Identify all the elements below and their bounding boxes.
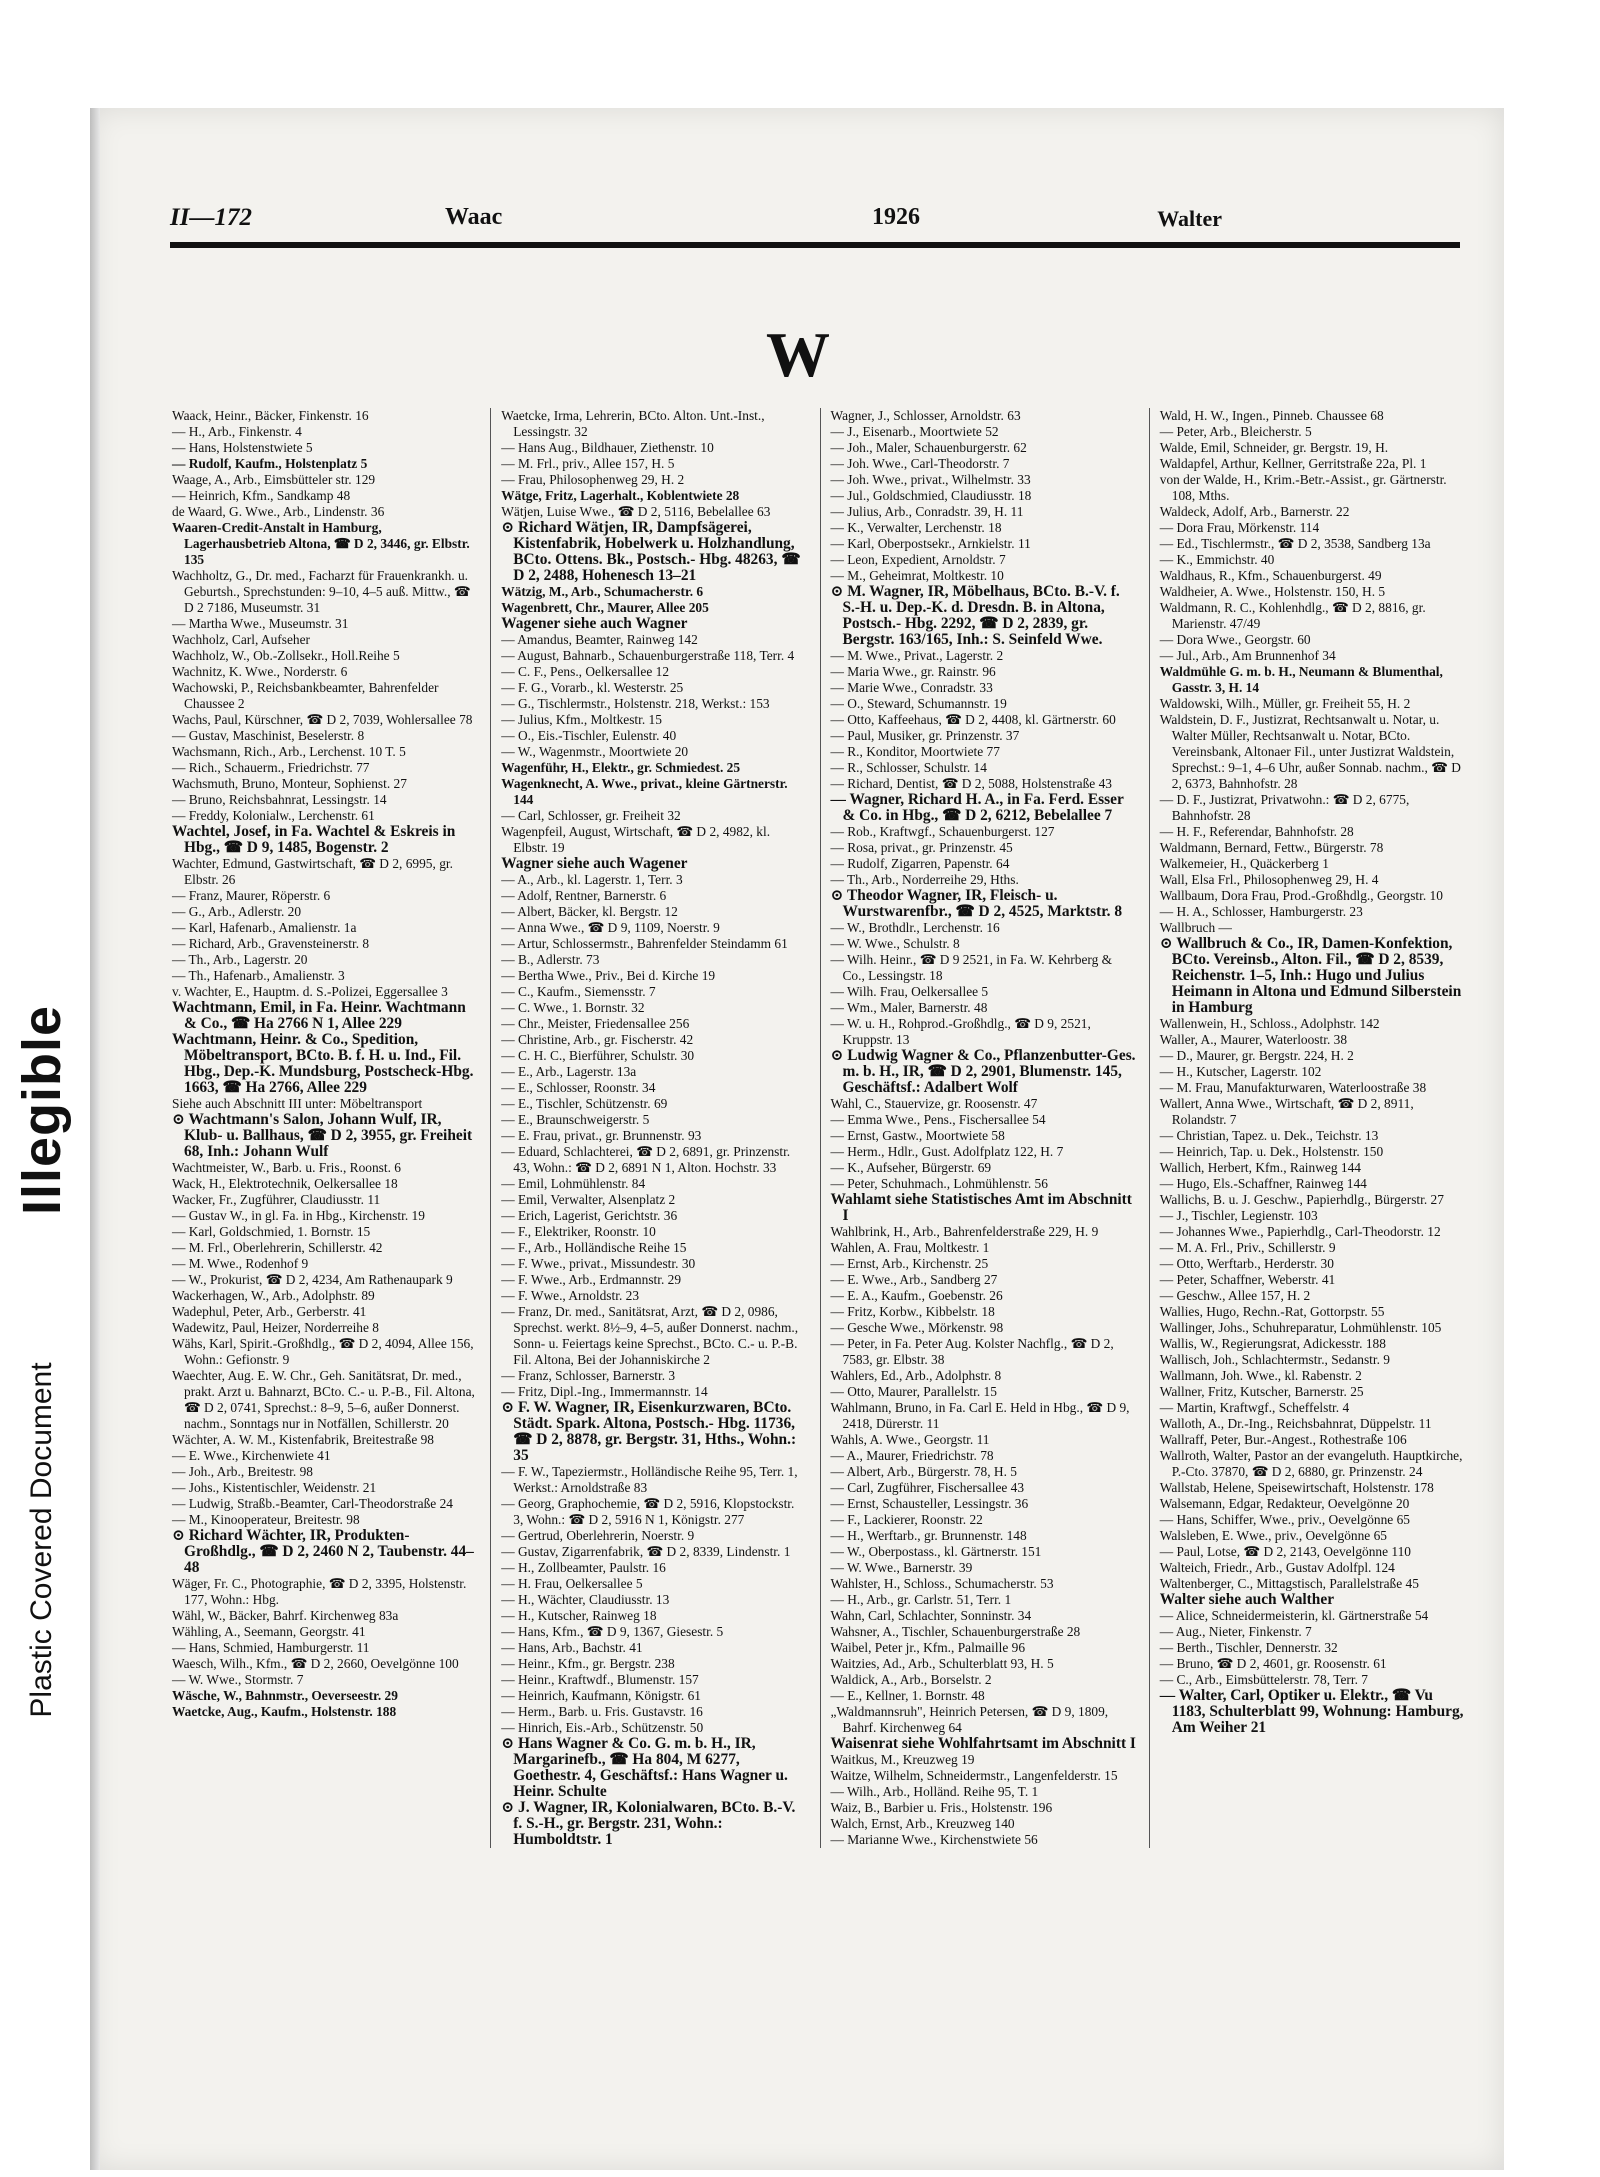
directory-entry: — Martha Wwe., Museumstr. 31 bbox=[172, 616, 349, 631]
directory-entry: — Richard, Arb., Gravensteinerstr. 8 bbox=[172, 936, 370, 951]
directory-entry: Waldheier, A. Wwe., Holstenstr. 150, H. 5 bbox=[1159, 584, 1386, 599]
directory-entry: Wätge, Fritz, Lagerhalt., Koblentwiete 28 bbox=[501, 488, 740, 503]
directory-entry: de Waard, G. Wwe., Arb., Lindenstr. 36 bbox=[172, 504, 385, 519]
column-2 bbox=[490, 408, 807, 1848]
directory-entry: — A., Arb., kl. Lagerstr. 1, Terr. 3 bbox=[501, 872, 683, 887]
directory-entry: — Julius, Kfm., Moltkestr. 15 bbox=[501, 712, 662, 727]
directory-entry: Wachholtz, G., Dr. med., Facharzt für Frauenkrankh. u. Geburtsh., Sprechstunden: 9–10, 4–5 auß. Mittw., ☎ D 2 7186, Museumstr. 31 bbox=[172, 568, 471, 615]
directory-entry: Waldick, A., Arb., Borselstr. 2 bbox=[830, 1672, 992, 1687]
directory-entry: Waibel, Peter jr., Kfm., Palmaille 96 bbox=[830, 1640, 1026, 1655]
directory-entry: Wähl, W., Bäcker, Bahrf. Kirchenweg 83a bbox=[172, 1608, 399, 1623]
directory-entry: ⊙ Wachtmann's Salon, Johann Wulf, IR, Klub- u. Ballhaus, ☎ D 2, 3955, gr. Freiheit 68, Inh.: Johann Wulf bbox=[172, 1111, 473, 1160]
directory-entry: — Albert, Bäcker, kl. Bergstr. 12 bbox=[501, 904, 678, 919]
directory-entry: — Herm., Hdlr., Gust. Adolfplatz 122, H. 7 bbox=[830, 1144, 1064, 1159]
directory-entry: — K., Aufseher, Bürgerstr. 69 bbox=[830, 1160, 992, 1175]
directory-entry: Wachsmuth, Bruno, Monteur, Sophienst. 27 bbox=[172, 776, 407, 791]
directory-entry: Walch, Ernst, Arb., Kreuzweg 140 bbox=[830, 1816, 1015, 1831]
directory-entry: — Rob., Kraftwgf., Schauenburgerst. 127 bbox=[830, 824, 1055, 839]
directory-entry: Wätjen, Luise Wwe., ☎ D 2, 5116, Bebelallee 63 bbox=[501, 504, 771, 519]
directory-entry: Walloth, A., Dr.-Ing., Reichsbahnrat, Düppelstr. 11 bbox=[1159, 1416, 1432, 1431]
directory-entry: — J., Eisenarb., Moortwiete 52 bbox=[830, 424, 999, 439]
directory-entry: — Ernst, Gastw., Moortwiete 58 bbox=[830, 1128, 1005, 1143]
directory-entry: Waldapfel, Arthur, Kellner, Gerritstraße 22a, Pl. 1 bbox=[1159, 456, 1427, 471]
directory-entry: — Leon, Expedient, Arnoldstr. 7 bbox=[830, 552, 1006, 567]
directory-entry: ⊙ Theodor Wagner, IR, Fleisch- u. Wurstwarenfbr., ☎ D 2, 4525, Marktstr. 8 bbox=[830, 887, 1123, 920]
directory-entry: — Fritz, Dipl.-Ing., Immermannstr. 14 bbox=[501, 1384, 708, 1399]
directory-entry: — B., Adlerstr. 73 bbox=[501, 952, 600, 967]
directory-entry: — K., Emmichstr. 40 bbox=[1159, 552, 1275, 567]
directory-entry: — C. Wwe., 1. Bornstr. 32 bbox=[501, 1000, 645, 1015]
directory-entry: — W., Prokurist, ☎ D 2, 4234, Am Rathenaupark 9 bbox=[172, 1272, 453, 1287]
directory-entry: — Otto, Werftarb., Herderstr. 30 bbox=[1159, 1256, 1334, 1271]
directory-entry: Wahlamt siehe Statistisches Amt im Abschnitt I bbox=[830, 1191, 1132, 1224]
directory-entry: — H. Frau, Oelkersallee 5 bbox=[501, 1576, 643, 1591]
directory-entry: — Gertrud, Oberlehrerin, Noerstr. 9 bbox=[501, 1528, 695, 1543]
directory-entry: ⊙ Richard Wächter, IR, Produkten-Großhdlg., ☎ D 2, 2460 N 2, Taubenstr. 44–48 bbox=[172, 1527, 474, 1576]
directory-entry: — W. u. H., Rohprod.-Großhdlg., ☎ D 9, 2521, Kruppstr. 13 bbox=[830, 1016, 1091, 1047]
directory-entry: — Rich., Schauerm., Friedrichstr. 77 bbox=[172, 760, 370, 775]
directory-entry: Wallenwein, H., Schloss., Adolphstr. 142 bbox=[1159, 1016, 1380, 1031]
directory-entry: — C., Kaufm., Siemensstr. 7 bbox=[501, 984, 656, 999]
directory-entry: Waitkus, M., Kreuzweg 19 bbox=[830, 1752, 975, 1767]
directory-entry: — Joh. Wwe., privat., Wilhelmstr. 33 bbox=[830, 472, 1031, 487]
directory-entry: Wallmann, Joh. Wwe., kl. Rabenstr. 2 bbox=[1159, 1368, 1362, 1383]
directory-entry: ⊙ M. Wagner, IR, Möbelhaus, BCto. B.-V. f. S.-H. u. Dep.-K. d. Dresdn. B. in Altona, Postsch.- Hbg. 2292, ☎ D 2, 2839, gr. Bergstr. 163/165, Inh.: S. Seinfeld Wwe. bbox=[830, 583, 1120, 648]
directory-entry: Wack, H., Elektrotechnik, Oelkersallee 18 bbox=[172, 1176, 398, 1191]
directory-entry: — A., Maurer, Friedrichstr. 78 bbox=[830, 1448, 994, 1463]
directory-entry: — Berth., Tischler, Dennerstr. 32 bbox=[1159, 1640, 1338, 1655]
directory-entry: — Rosa, privat., gr. Prinzenstr. 45 bbox=[830, 840, 1013, 855]
directory-entry: — Rudolf, Kaufm., Holstenplatz 5 bbox=[172, 456, 368, 471]
directory-entry: Waisenrat siehe Wohlfahrtsamt im Abschnitt I bbox=[830, 1735, 1136, 1752]
directory-entry: — O., Eis.-Tischler, Eulenstr. 40 bbox=[501, 728, 677, 743]
directory-entry: ⊙ Ludwig Wagner & Co., Pflanzenbutter-Ges. m. b. H., IR, ☎ D 2, 2901, Blumenstr. 145, Geschäftsf.: Adalbert Wolf bbox=[830, 1047, 1136, 1096]
directory-entry: Wagner siehe auch Wagener bbox=[501, 855, 688, 872]
directory-entry: — Christine, Arb., gr. Fischerstr. 42 bbox=[501, 1032, 694, 1047]
directory-entry: — Johannes Wwe., Papierhdlg., Carl-Theodorstr. 12 bbox=[1159, 1224, 1441, 1239]
directory-entry: — Dora Wwe., Georgstr. 60 bbox=[1159, 632, 1311, 647]
directory-entry: — Wilh. Frau, Oelkersallee 5 bbox=[830, 984, 989, 999]
directory-entry: Wahl, C., Stauervize, gr. Roosenstr. 47 bbox=[830, 1096, 1038, 1111]
directory-entry: Waltenberger, C., Mittagstisch, Parallelstraße 45 bbox=[1159, 1576, 1419, 1591]
directory-entry: — R., Konditor, Moortwiete 77 bbox=[830, 744, 1000, 759]
directory-entry: Wallis, W., Regierungsrat, Adickesstr. 188 bbox=[1159, 1336, 1386, 1351]
directory-entry: — H., Werftarb., gr. Brunnenstr. 148 bbox=[830, 1528, 1027, 1543]
directory-entry: Wallstab, Helene, Speisewirtschaft, Holstenstr. 178 bbox=[1159, 1480, 1434, 1495]
directory-entry: — E., Arb., Lagerstr. 13a bbox=[501, 1064, 637, 1079]
directory-entry: Waldmann, R. C., Kohlenhdlg., ☎ D 2, 8816, gr. Marienstr. 47/49 bbox=[1159, 600, 1426, 631]
directory-entry: — E. Wwe., Arb., Sandberg 27 bbox=[830, 1272, 998, 1287]
directory-entry: Wagener siehe auch Wagner bbox=[501, 615, 688, 632]
directory-entry: Waesch, Wilh., Kfm., ☎ D 2, 2660, Oevelgönne 100 bbox=[172, 1656, 459, 1671]
directory-entry: — Joh., Arb., Breitestr. 98 bbox=[172, 1464, 313, 1479]
directory-entry: — C. F., Pens., Oelkersallee 12 bbox=[501, 664, 670, 679]
illegible-label: Illegible bbox=[12, 1004, 72, 1216]
header-rule bbox=[170, 242, 1460, 248]
directory-entry: Walteich, Friedr., Arb., Gustav Adolfpl. 124 bbox=[1159, 1560, 1395, 1575]
directory-entry: — Jul., Goldschmied, Claudiusstr. 18 bbox=[830, 488, 1032, 503]
directory-entry: Wallroth, Walter, Pastor an der evangeluth. Hauptkirche, P.-Cto. 37870, ☎ D 2, 6880, gr. Prinzenstr. 24 bbox=[1159, 1448, 1463, 1479]
directory-entry: Wallichs, B. u. J. Geschw., Papierhdlg., Bürgerstr. 27 bbox=[1159, 1192, 1444, 1207]
directory-entry: Walde, Emil, Schneider, gr. Bergstr. 19, H. bbox=[1159, 440, 1389, 455]
directory-entry: — Franz, Schlosser, Barnerstr. 3 bbox=[501, 1368, 676, 1383]
directory-entry: — K., Verwalter, Lerchenstr. 18 bbox=[830, 520, 1002, 535]
directory-entry: — Hans, Kfm., ☎ D 9, 1367, Giesestr. 5 bbox=[501, 1624, 724, 1639]
directory-entry: — Artur, Schlossermstr., Bahrenfelder Steindamm 61 bbox=[501, 936, 788, 951]
directory-entry: Wachtmeister, W., Barb. u. Fris., Roonst. 6 bbox=[172, 1160, 401, 1175]
directory-entry: — Peter, Schuhmach., Lohmühlenstr. 56 bbox=[830, 1176, 1048, 1191]
directory-entry: Wallinger, Johs., Schuhreparatur, Lohmühlenstr. 105 bbox=[1159, 1320, 1442, 1335]
directory-entry: Waitzies, Ad., Arb., Schulterblatt 93, H. 5 bbox=[830, 1656, 1054, 1671]
directory-entry: — M., Kinooperateur, Breitestr. 98 bbox=[172, 1512, 360, 1527]
plastic-covered-label: Plastic Covered Document bbox=[25, 1362, 58, 1718]
directory-entry: — D. F., Justizrat, Privatwohn.: ☎ D 2, 6775, Bahnhofstr. 28 bbox=[1159, 792, 1410, 823]
directory-entry: — Rudolf, Zigarren, Papenstr. 64 bbox=[830, 856, 1010, 871]
directory-entry: — Franz, Maurer, Röperstr. 6 bbox=[172, 888, 331, 903]
directory-entry: — Ed., Tischlermstr., ☎ D 2, 3538, Sandberg 13a bbox=[1159, 536, 1431, 551]
directory-entry: Waldmann, Bernard, Fettw., Bürgerstr. 78 bbox=[1159, 840, 1384, 855]
directory-entry: — C. H. C., Bierführer, Schulstr. 30 bbox=[501, 1048, 695, 1063]
directory-entry: Wadewitz, Paul, Heizer, Norderreihe 8 bbox=[172, 1320, 379, 1335]
directory-entry: — F. Wwe., Arb., Erdmannstr. 29 bbox=[501, 1272, 682, 1287]
directory-entry: Waldhaus, R., Kfm., Schauenburgerst. 49 bbox=[1159, 568, 1382, 583]
directory-entry: Wahlers, Ed., Arb., Adolphstr. 8 bbox=[830, 1368, 1002, 1383]
directory-entry: Walsleben, E. Wwe., priv., Oevelgönne 65 bbox=[1159, 1528, 1387, 1543]
directory-entry: — Erich, Lagerist, Gerichtstr. 36 bbox=[501, 1208, 678, 1223]
directory-entry: Wahlmann, Bruno, in Fa. Carl E. Held in Hbg., ☎ D 9, 2418, Dürerstr. 11 bbox=[830, 1400, 1130, 1431]
directory-entry: Wäsche, W., Bahnmstr., Oeverseestr. 29 bbox=[172, 1688, 398, 1703]
directory-entry: Waack, Heinr., Bäcker, Finkenstr. 16 bbox=[172, 408, 369, 423]
directory-entry: — Joh., Maler, Schauenburgerstr. 62 bbox=[830, 440, 1027, 455]
directory-entry: — F., Lackierer, Roonstr. 22 bbox=[830, 1512, 983, 1527]
last-keyword: Walter bbox=[1157, 206, 1222, 231]
directory-entry: — Dora Frau, Mörkenstr. 114 bbox=[1159, 520, 1320, 535]
directory-entry: — Julius, Arb., Conradstr. 39, H. 11 bbox=[830, 504, 1024, 519]
directory-entry: — O., Steward, Schumannstr. 19 bbox=[830, 696, 1007, 711]
directory-entry: — H. F., Referendar, Bahnhofstr. 28 bbox=[1159, 824, 1354, 839]
directory-entry: — Paul, Musiker, gr. Prinzenstr. 37 bbox=[830, 728, 1020, 743]
directory-entry: Wätzig, M., Arb., Schumacherstr. 6 bbox=[501, 584, 704, 599]
directory-entry: — H. A., Schlosser, Hamburgerstr. 23 bbox=[1159, 904, 1363, 919]
directory-entry: Walkemeier, H., Quäckerberg 1 bbox=[1159, 856, 1329, 871]
directory-entry: Waiz, B., Barbier u. Fris., Holstenstr. 196 bbox=[830, 1800, 1053, 1815]
directory-entry: Wallraff, Peter, Bur.-Angest., Rothestraße 106 bbox=[1159, 1432, 1407, 1447]
directory-entry: — Karl, Goldschmied, 1. Bornstr. 15 bbox=[172, 1224, 371, 1239]
directory-entry: — F. G., Vorarb., kl. Westerstr. 25 bbox=[501, 680, 684, 695]
directory-entry: — D., Maurer, gr. Bergstr. 224, H. 2 bbox=[1159, 1048, 1354, 1063]
directory-entry: — W. Wwe., Barnerstr. 39 bbox=[830, 1560, 973, 1575]
directory-entry: — F., Arb., Holländische Reihe 15 bbox=[501, 1240, 687, 1255]
directory-entry: Waldeck, Adolf, Arb., Barnerstr. 22 bbox=[1159, 504, 1350, 519]
column-4 bbox=[1149, 408, 1466, 1848]
directory-entry: — Jul., Arb., Am Brunnenhof 34 bbox=[1159, 648, 1336, 663]
directory-entry: — W. Wwe., Schulstr. 8 bbox=[830, 936, 960, 951]
directory-entry: Wachtmann, Emil, in Fa. Heinr. Wachtmann & Co., ☎ Ha 2766 N 1, Allee 229 bbox=[172, 999, 466, 1032]
directory-entry: Waldowski, Wilh., Müller, gr. Freiheit 55, H. 2 bbox=[1159, 696, 1411, 711]
directory-entry: — M. Wwe., Privat., Lagerstr. 2 bbox=[830, 648, 1004, 663]
directory-entry: Wähs, Karl, Spirit.-Großhdlg., ☎ D 2, 4094, Allee 156, Wohn.: Gefionstr. 9 bbox=[172, 1336, 474, 1367]
directory-entry: Wallner, Fritz, Kutscher, Barnerstr. 25 bbox=[1159, 1384, 1364, 1399]
directory-entry: — F. W., Tapeziermstr., Holländische Reihe 95, Terr. 1, Werkst.: Arnoldstraße 83 bbox=[501, 1464, 798, 1495]
column-1 bbox=[172, 408, 478, 1848]
overlay-sidebar bbox=[0, 0, 84, 2177]
directory-entry: von der Walde, H., Krim.-Betr.-Assist., gr. Gärtnerstr. 108, Mths. bbox=[1159, 472, 1447, 503]
directory-entry: — Bertha Wwe., Priv., Bei d. Kirche 19 bbox=[501, 968, 716, 983]
directory-entry: — Gustav, Zigarrenfabrik, ☎ D 2, 8339, Lindenstr. 1 bbox=[501, 1544, 791, 1559]
directory-entry: — Wagner, Richard H. A., in Fa. Ferd. Esser & Co. in Hbg., ☎ D 2, 6212, Bebelallee 7 bbox=[830, 791, 1124, 824]
directory-entry: — H., Kutscher, Rainweg 18 bbox=[501, 1608, 657, 1623]
directory-entry: Wagenknecht, A. Wwe., privat., kleine Gärtnerstr. 144 bbox=[501, 776, 788, 807]
directory-entry: — E., Braunschweigerstr. 5 bbox=[501, 1112, 650, 1127]
directory-entry: — Otto, Maurer, Parallelstr. 15 bbox=[830, 1384, 997, 1399]
directory-entry: — M. Wwe., Rodenhof 9 bbox=[172, 1256, 309, 1271]
directory-entry: — Heinr., Kraftwdf., Blumenstr. 157 bbox=[501, 1672, 699, 1687]
directory-entry: — Herm., Barb. u. Fris. Gustavstr. 16 bbox=[501, 1704, 703, 1719]
directory-entry: — Gesche Wwe., Mörkenstr. 98 bbox=[830, 1320, 1004, 1335]
directory-entry: Wachsmann, Rich., Arb., Lerchenst. 10 T. 5 bbox=[172, 744, 406, 759]
directory-entry: Wachholz, W., Ob.-Zollsekr., Holl.Reihe 5 bbox=[172, 648, 400, 663]
directory-entry: — Emil, Lohmühlenstr. 84 bbox=[501, 1176, 646, 1191]
directory-entry: — E. A., Kaufm., Goebenstr. 26 bbox=[830, 1288, 1003, 1303]
directory-entry: — H., Wächter, Claudiusstr. 13 bbox=[501, 1592, 670, 1607]
directory-entry: — F., Elektriker, Roonstr. 10 bbox=[501, 1224, 656, 1239]
directory-entry: — Richard, Dentist, ☎ D 2, 5088, Holstenstraße 43 bbox=[830, 776, 1112, 791]
directory-entry: — M., Geheimrat, Moltkestr. 10 bbox=[830, 568, 1004, 583]
directory-entry: — Gustav W., in gl. Fa. in Hbg., Kirchenstr. 19 bbox=[172, 1208, 425, 1223]
directory-entry: — Ernst, Arb., Kirchenstr. 25 bbox=[830, 1256, 989, 1271]
directory-entry: — Freddy, Kolonialw., Lerchenstr. 61 bbox=[172, 808, 375, 823]
directory-entry: Wallisch, Joh., Schlachtermstr., Sedanstr. 9 bbox=[1159, 1352, 1390, 1367]
directory-entry: — Amandus, Beamter, Rainweg 142 bbox=[501, 632, 698, 647]
directory-entry: Wallbaum, Dora Frau, Prod.-Großhdlg., Georgstr. 10 bbox=[1159, 888, 1443, 903]
first-keyword: Waac bbox=[445, 204, 503, 230]
directory-entry: — Anna Wwe., ☎ D 9, 1109, Noerstr. 9 bbox=[501, 920, 720, 935]
directory-entry: — W., Brothdlr., Lerchenstr. 16 bbox=[830, 920, 1000, 935]
directory-entry: Walsemann, Edgar, Redakteur, Oevelgönne 20 bbox=[1159, 1496, 1410, 1511]
directory-entry: — Geschw., Allee 157, H. 2 bbox=[1159, 1288, 1311, 1303]
directory-entry: Waechter, Aug. E. W. Chr., Geh. Sanitätsrat, Dr. med., prakt. Arzt u. Bahnarzt, BCto. C.- u. P.-B., Fil. Altona, ☎ D 2, 0741, Sprechst.: 8–9, 5–6, außer Donnerst. nachm., Sonntags nur in Notfällen, Schillerstr. 20 bbox=[172, 1368, 475, 1431]
page-header bbox=[170, 204, 1444, 238]
directory-entry: Waetcke, Aug., Kaufm., Holstenstr. 188 bbox=[172, 1704, 397, 1719]
directory-entry: — Karl, Hafenarb., Amalienstr. 1a bbox=[172, 920, 357, 935]
directory-entry: — Paul, Lotse, ☎ D 2, 2143, Oevelgönne 110 bbox=[1159, 1544, 1411, 1559]
directory-entry: — Heinrich, Kfm., Sandkamp 48 bbox=[172, 488, 351, 503]
directory-entry: — Peter, in Fa. Peter Aug. Kolster Nachflg., ☎ D 2, 7583, gr. Elbstr. 38 bbox=[830, 1336, 1114, 1367]
year: 1926 bbox=[872, 204, 920, 230]
columns bbox=[172, 408, 1466, 1848]
column-3 bbox=[820, 408, 1137, 1848]
directory-entry: Wachholz, Carl, Aufseher bbox=[172, 632, 310, 647]
directory-entry: — F. Wwe., privat., Missundestr. 30 bbox=[501, 1256, 696, 1271]
directory-entry: ⊙ Richard Wätjen, IR, Dampfsägerei, Kistenfabrik, Hobelwerk u. Holzhandlung, BCto. Ottens. Bk., Postsch.- Hbg. 48263, ☎ D 2, 2488, Hohenesch 13–21 bbox=[501, 519, 801, 584]
directory-entry: — Marianne Wwe., Kirchenstwiete 56 bbox=[830, 1832, 1038, 1847]
directory-entry: — M. Frl., Oberlehrerin, Schillerstr. 42 bbox=[172, 1240, 383, 1255]
directory-entry: Wachowski, P., Reichsbankbeamter, Bahrenfelder Chaussee 2 bbox=[172, 680, 439, 711]
directory-entry: Wallbruch — bbox=[1159, 920, 1232, 935]
directory-entry: — Alice, Schneidermeisterin, kl. Gärtnerstraße 54 bbox=[1159, 1608, 1429, 1623]
directory-entry: — M. Frl., priv., Allee 157, H. 5 bbox=[501, 456, 675, 471]
page-number: II—172 bbox=[170, 204, 252, 231]
directory-entry: — Hans, Holstenstwiete 5 bbox=[172, 440, 313, 455]
directory-entry: Waldstein, D. F., Justizrat, Rechtsanwalt u. Notar, u. Walter Müller, Rechtsanwalt u. Notar, BCto. Vereinsbank, Altonaer Fil., unter Justizrat Waldstein, Sprechst.: 9–1, 4–6 Uhr, außer Sonnab. nachm., ☎ D 2, 6373, Bahnhofstr. 28 bbox=[1159, 712, 1461, 791]
directory-entry: Wahlbrink, H., Arb., Bahrenfelderstraße 229, H. 9 bbox=[830, 1224, 1099, 1239]
directory-entry: — W., Wagenmstr., Moortwiete 20 bbox=[501, 744, 689, 759]
directory-entry: — E., Tischler, Schützenstr. 69 bbox=[501, 1096, 668, 1111]
directory-entry: Wäger, Fr. C., Photographie, ☎ D 2, 3395, Holstenstr. 177, Wohn.: Hbg. bbox=[172, 1576, 467, 1607]
directory-entry: — R., Schlosser, Schulstr. 14 bbox=[830, 760, 987, 775]
directory-entry: v. Wachter, E., Hauptm. d. S.-Polizei, Eggersallee 3 bbox=[172, 984, 448, 999]
directory-entry: — August, Bahnarb., Schauenburgerstraße 118, Terr. 4 bbox=[501, 648, 795, 663]
directory-entry: — Frau, Philosophenweg 29, H. 2 bbox=[501, 472, 685, 487]
directory-entry: — Fritz, Korbw., Kibbelstr. 18 bbox=[830, 1304, 995, 1319]
directory-entry: — Hans, Schmied, Hamburgerstr. 11 bbox=[172, 1640, 370, 1655]
directory-entry: Wadephul, Peter, Arb., Gerberstr. 41 bbox=[172, 1304, 367, 1319]
directory-entry: — Joh. Wwe., Carl-Theodorstr. 7 bbox=[830, 456, 1010, 471]
directory-entry: — W. Wwe., Stormstr. 7 bbox=[172, 1672, 304, 1687]
directory-entry: Wachs, Paul, Kürschner, ☎ D 2, 7039, Wohlersallee 78 bbox=[172, 712, 473, 727]
directory-entry: Wahn, Carl, Schlachter, Sonninstr. 34 bbox=[830, 1608, 1032, 1623]
directory-entry: — Emma Wwe., Pens., Fischersallee 54 bbox=[830, 1112, 1046, 1127]
directory-entry: Walter siehe auch Walther bbox=[1159, 1591, 1335, 1608]
directory-entry: Waitze, Wilhelm, Schneidermstr., Langenfelderstr. 15 bbox=[830, 1768, 1118, 1783]
directory-entry: ⊙ F. W. Wagner, IR, Eisenkurzwaren, BCto. Städt. Spark. Altona, Postsch.- Hbg. 11736, ☎ D 2, 8878, gr. Bergstr. 31, Hths., Wohn.: 35 bbox=[501, 1399, 797, 1464]
directory-entry: Wagenbrett, Chr., Maurer, Allee 205 bbox=[501, 600, 709, 615]
directory-entry: — Hinrich, Eis.-Arb., Schützenstr. 50 bbox=[501, 1720, 704, 1735]
directory-entry: Wacker, Fr., Zugführer, Claudiusstr. 11 bbox=[172, 1192, 381, 1207]
directory-entry: Wagner, J., Schlosser, Arnoldstr. 63 bbox=[830, 408, 1021, 423]
directory-entry: Wahsner, A., Tischler, Schauenburgerstraße 28 bbox=[830, 1624, 1081, 1639]
directory-entry: Wallert, Anna Wwe., Wirtschaft, ☎ D 2, 8911, Rolandstr. 7 bbox=[1159, 1096, 1414, 1127]
directory-entry: — M. A. Frl., Priv., Schillerstr. 9 bbox=[1159, 1240, 1336, 1255]
directory-entry: — Th., Arb., Lagerstr. 20 bbox=[172, 952, 308, 967]
directory-entry: — E. Frau, privat., gr. Brunnenstr. 93 bbox=[501, 1128, 702, 1143]
directory-entry: Waldmühle G. m. b. H., Neumann & Blumenthal, Gasstr. 3, H. 14 bbox=[1159, 664, 1443, 695]
directory-entry: Waller, A., Maurer, Waterloostr. 38 bbox=[1159, 1032, 1348, 1047]
directory-entry: — W., Oberpostass., kl. Gärtnerstr. 151 bbox=[830, 1544, 1042, 1559]
directory-page bbox=[92, 108, 1504, 2170]
directory-entry: — Hans, Schiffer, Wwe., priv., Oevelgönne 65 bbox=[1159, 1512, 1410, 1527]
directory-entry: — Karl, Oberpostsekr., Arnkielstr. 11 bbox=[830, 536, 1031, 551]
directory-entry: — Heinr., Kfm., gr. Bergstr. 238 bbox=[501, 1656, 675, 1671]
directory-entry: — Heinrich, Tap. u. Dek., Holstenstr. 150 bbox=[1159, 1144, 1384, 1159]
directory-entry: ⊙ J. Wagner, IR, Kolonialwaren, BCto. B.-V. f. S.-H., gr. Bergstr. 231, Wohn.: Humboldtstr. 1 bbox=[501, 1799, 796, 1848]
directory-entry: Wagenpfeil, August, Wirtschaft, ☎ D 2, 4982, kl. Elbstr. 19 bbox=[501, 824, 771, 855]
directory-entry: Siehe auch Abschnitt III unter: Möbeltransport bbox=[172, 1096, 423, 1111]
directory-entry: — Wilh. Heinr., ☎ D 9 2521, in Fa. W. Kehrberg & Co., Lessingstr. 18 bbox=[830, 952, 1113, 983]
directory-entry: Waetcke, Irma, Lehrerin, BCto. Alton. Unt.-Inst., Lessingstr. 32 bbox=[501, 408, 765, 439]
directory-entry: — Georg, Graphochemie, ☎ D 2, 5916, Klopstockstr. 3, Wohn.: ☎ D 2, 5916 N 1, Königstr. 277 bbox=[501, 1496, 795, 1527]
directory-entry: Wald, H. W., Ingen., Pinneb. Chaussee 68 bbox=[1159, 408, 1384, 423]
directory-entry: — Aug., Nieter, Finkenstr. 7 bbox=[1159, 1624, 1312, 1639]
directory-entry: ⊙ Hans Wagner & Co. G. m. b. H., IR, Margarinefb., ☎ Ha 804, M 6277, Goethestr. 4, Geschäftsf.: Hans Wagner u. Heinr. Schulte bbox=[501, 1735, 788, 1800]
directory-entry: — J., Tischler, Legienstr. 103 bbox=[1159, 1208, 1318, 1223]
directory-entry: — Gustav, Maschinist, Beselerstr. 8 bbox=[172, 728, 365, 743]
directory-entry: — Th., Arb., Norderreihe 29, Hths. bbox=[830, 872, 1019, 887]
directory-entry: Wagenführ, H., Elektr., gr. Schmiedest. 25 bbox=[501, 760, 741, 775]
directory-entry: — Johs., Kistentischler, Weidenstr. 21 bbox=[172, 1480, 377, 1495]
directory-entry: Waage, A., Arb., Eimsbütteler str. 129 bbox=[172, 472, 376, 487]
directory-entry: — Th., Hafenarb., Amalienstr. 3 bbox=[172, 968, 345, 983]
directory-entry: Wackerhagen, W., Arb., Adolphstr. 89 bbox=[172, 1288, 375, 1303]
directory-entry: Wahlster, H., Schloss., Schumacherstr. 53 bbox=[830, 1576, 1054, 1591]
directory-entry: — Bruno, ☎ D 2, 4601, gr. Roosenstr. 61 bbox=[1159, 1656, 1387, 1671]
directory-entry: „Waldmannsruh", Heinrich Petersen, ☎ D 9, 1809, Bahrf. Kirchenweg 64 bbox=[830, 1704, 1109, 1735]
directory-entry: — Wilh., Arb., Holländ. Reihe 95, T. 1 bbox=[830, 1784, 1039, 1799]
directory-entry: Wachtel, Josef, in Fa. Wachtel & Eskreis in Hbg., ☎ D 9, 1485, Bogenstr. 2 bbox=[172, 823, 456, 856]
directory-entry: — Maria Wwe., gr. Rainstr. 96 bbox=[830, 664, 996, 679]
directory-entry: ⊙ Wallbruch & Co., IR, Damen-Konfektion, BCto. Vereinsb., Alton. Fil., ☎ D 2, 8539, Reichenstr. 1–5, Inh.: Hugo und Julius Heimann in Altona und Edmund Silberstein in Hamburg bbox=[1159, 935, 1462, 1016]
directory-entry: Wächter, A. W. M., Kistenfabrik, Breitestraße 98 bbox=[172, 1432, 434, 1447]
directory-entry: Wähling, A., Seemann, Georgstr. 41 bbox=[172, 1624, 366, 1639]
section-letter: W bbox=[766, 319, 830, 390]
directory-entry: Waaren-Credit-Anstalt in Hamburg, Lagerhausbetrieb Altona, ☎ D 2, 3446, gr. Elbstr. 135 bbox=[172, 520, 470, 567]
directory-entry: — Emil, Verwalter, Alsenplatz 2 bbox=[501, 1192, 676, 1207]
directory-entry: — Hans Aug., Bildhauer, Ziethenstr. 10 bbox=[501, 440, 714, 455]
directory-entry: — Albert, Arb., Bürgerstr. 78, H. 5 bbox=[830, 1464, 1017, 1479]
directory-entry: — Wm., Maler, Barnerstr. 48 bbox=[830, 1000, 988, 1015]
directory-entry: — Carl, Zugführer, Fischersallee 43 bbox=[830, 1480, 1025, 1495]
directory-entry: — Peter, Arb., Bleicherstr. 5 bbox=[1159, 424, 1312, 439]
directory-entry: — Hans, Arb., Bachstr. 41 bbox=[501, 1640, 643, 1655]
directory-entry: — Walter, Carl, Optiker u. Elektr., ☎ Vu 1183, Schulterblatt 99, Wohnung: Hamburg, Am Weiher 21 bbox=[1159, 1687, 1464, 1736]
directory-entry: Wallich, Herbert, Kfm., Rainweg 144 bbox=[1159, 1160, 1361, 1175]
directory-entry: — E., Kellner, 1. Bornstr. 48 bbox=[830, 1688, 985, 1703]
directory-entry: Wachtmann, Heinr. & Co., Spedition, Möbeltransport, BCto. B. f. H. u. Ind., Fil. Hbg., Dep.-K. Mundsburg, Postscheck-Hbg. 1663, ☎ Ha 2766, Allee 229 bbox=[172, 1031, 474, 1096]
directory-entry: — Eduard, Schlachterei, ☎ D 2, 6891, gr. Prinzenstr. 43, Wohn.: ☎ D 2, 6891 N 1, Alton. Hochstr. 33 bbox=[501, 1144, 791, 1175]
directory-entry: Wachnitz, K. Wwe., Norderstr. 6 bbox=[172, 664, 348, 679]
directory-entry: — C., Arb., Eimsbüttelerstr. 78, Terr. 7 bbox=[1159, 1672, 1368, 1687]
directory-entry: — Chr., Meister, Friedensallee 256 bbox=[501, 1016, 690, 1031]
directory-entry: Wachter, Edmund, Gastwirtschaft, ☎ D 2, 6995, gr. Elbstr. 26 bbox=[172, 856, 453, 887]
directory-entry: — Hugo, Els.-Schaffner, Rainweg 144 bbox=[1159, 1176, 1367, 1191]
directory-entry: — H., Arb., Finkenstr. 4 bbox=[172, 424, 302, 439]
directory-entry: — Franz, Dr. med., Sanitätsrat, Arzt, ☎ D 2, 0986, Sprechst. werkt. 8½–9, 4–5, außer Donnerst. nachm., Sonn- u. Feiertags keine Sprechst., BCto. C.- u. P.-B. Fil. Altona, Bei der Johanniskirche 2 bbox=[501, 1304, 799, 1367]
directory-entry: — Martin, Kraftwgf., Scheffelstr. 4 bbox=[1159, 1400, 1350, 1415]
directory-entry: — H., Zollbeamter, Paulstr. 16 bbox=[501, 1560, 666, 1575]
directory-entry: — Christian, Tapez. u. Dek., Teichstr. 13 bbox=[1159, 1128, 1379, 1143]
directory-entry: Wahls, A. Wwe., Georgstr. 11 bbox=[830, 1432, 990, 1447]
directory-entry: — Adolf, Rentner, Barnerstr. 6 bbox=[501, 888, 667, 903]
directory-entry: — H., Arb., gr. Carlstr. 51, Terr. 1 bbox=[830, 1592, 1012, 1607]
directory-entry: — H., Kutscher, Lagerstr. 102 bbox=[1159, 1064, 1322, 1079]
directory-entry: — Carl, Schlosser, gr. Freiheit 32 bbox=[501, 808, 681, 823]
directory-entry: — E., Schlosser, Roonstr. 34 bbox=[501, 1080, 656, 1095]
directory-entry: — Otto, Kaffeehaus, ☎ D 2, 4408, kl. Gärtnerstr. 60 bbox=[830, 712, 1116, 727]
directory-entry: — Bruno, Reichsbahnrat, Lessingstr. 14 bbox=[172, 792, 387, 807]
directory-entry: — F. Wwe., Arnoldstr. 23 bbox=[501, 1288, 640, 1303]
directory-entry: Wahlen, A. Frau, Moltkestr. 1 bbox=[830, 1240, 990, 1255]
directory-entry: Wallies, Hugo, Rechn.-Rat, Gottorpstr. 55 bbox=[1159, 1304, 1385, 1319]
directory-entry: — Heinrich, Kaufmann, Königstr. 61 bbox=[501, 1688, 701, 1703]
directory-entry: — M. Frau, Manufakturwaren, Waterloostraße 38 bbox=[1159, 1080, 1427, 1095]
directory-entry: Wall, Elsa Frl., Philosophenweg 29, H. 4 bbox=[1159, 872, 1379, 887]
directory-entry: — G., Arb., Adlerstr. 20 bbox=[172, 904, 302, 919]
directory-entry: — Marie Wwe., Conradstr. 33 bbox=[830, 680, 993, 695]
directory-entry: — E. Wwe., Kirchenwiete 41 bbox=[172, 1448, 331, 1463]
directory-entry: — Ernst, Schausteller, Lessingstr. 36 bbox=[830, 1496, 1029, 1511]
directory-entry: — Peter, Schaffner, Weberstr. 41 bbox=[1159, 1272, 1336, 1287]
directory-entry: — Ludwig, Straßb.-Beamter, Carl-Theodorstraße 24 bbox=[172, 1496, 453, 1511]
directory-entry: — G., Tischlermstr., Holstenstr. 218, Werkst.: 153 bbox=[501, 696, 770, 711]
